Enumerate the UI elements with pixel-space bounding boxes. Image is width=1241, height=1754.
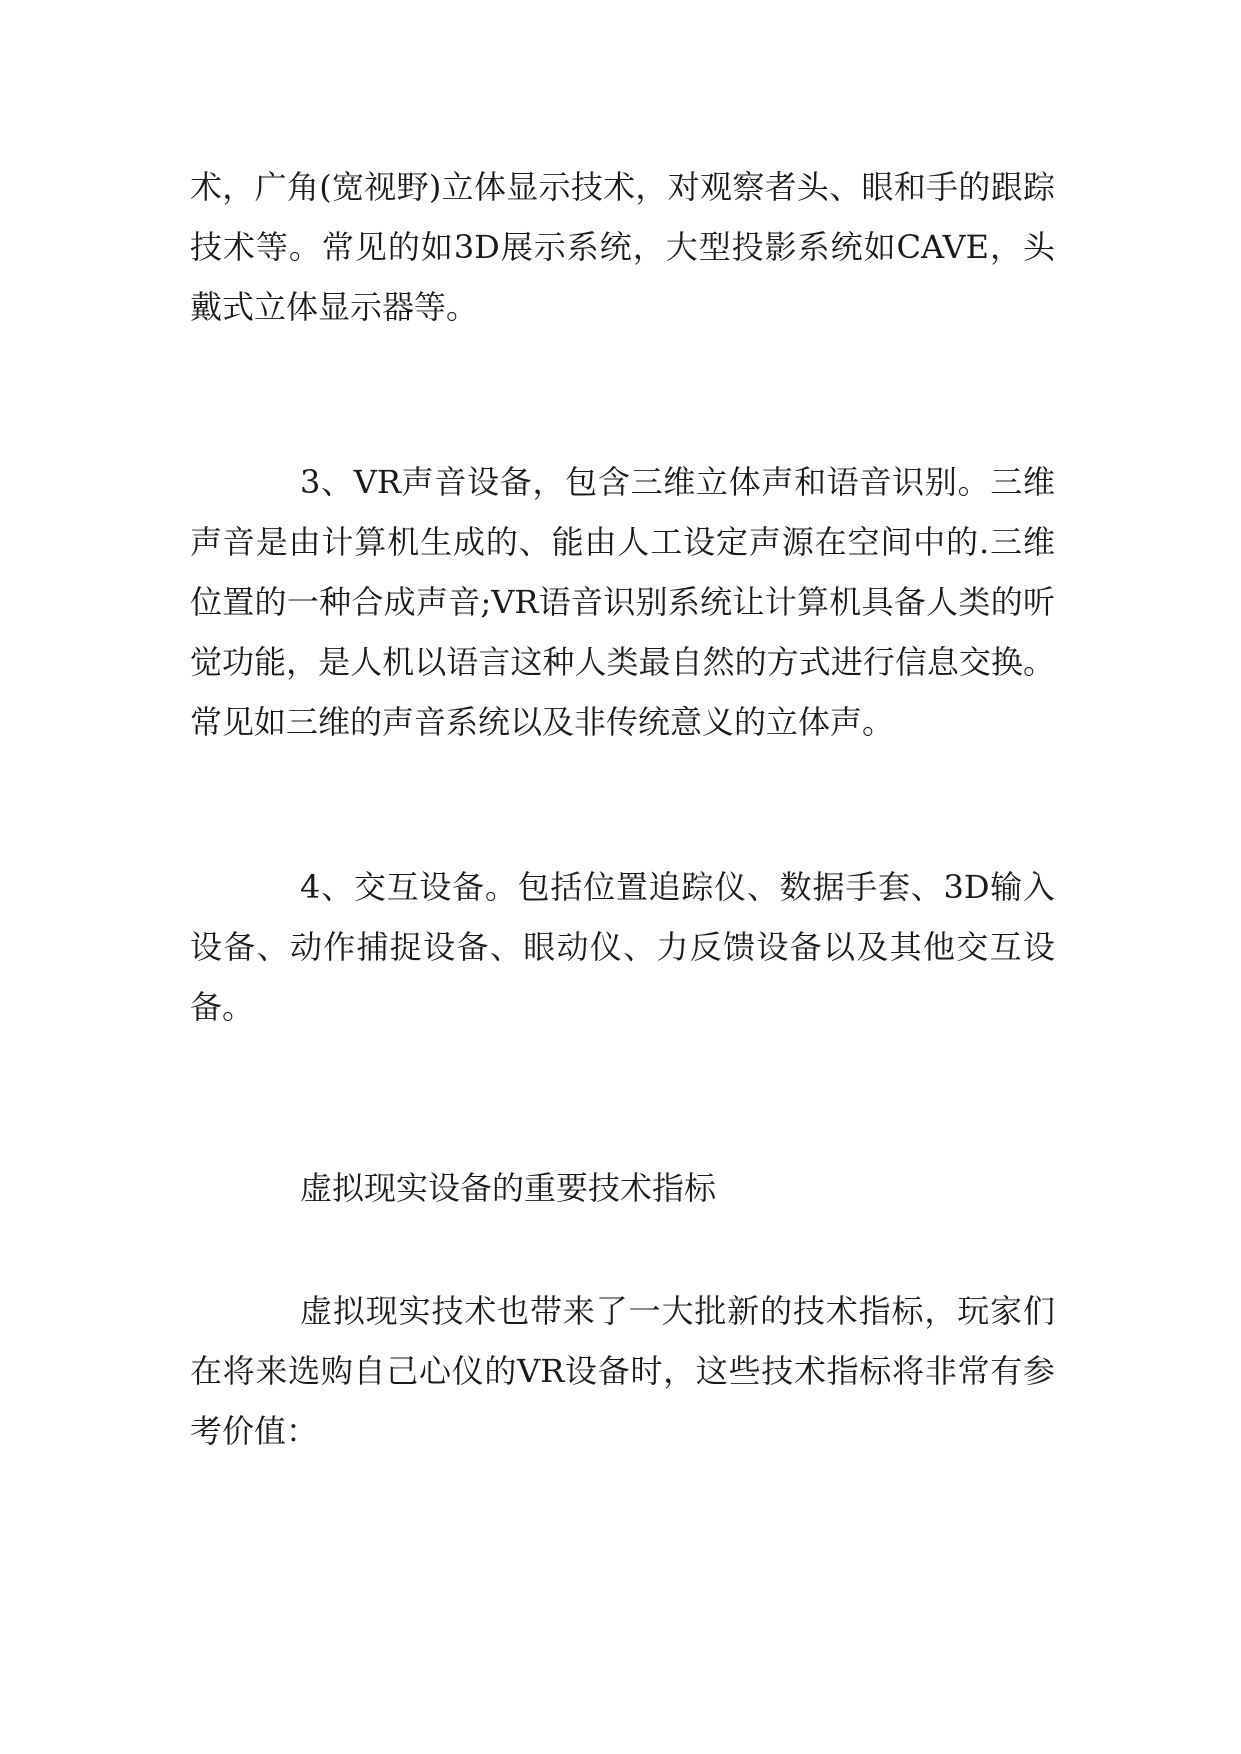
section-heading: 虚拟现实设备的重要技术指标 (300, 1169, 717, 1207)
paragraph-sound-devices: 3、VR声音设备，包含三维立体声和语音识别。三维声音是由计算机生成的、能由人工设定声源在空间中的.三维位置的一种合成声音;VR语音识别系统让计算机具备人类的听觉功能，是人机以语言这种人类最自然的方式进行信息交换。常见如三维的声音系统以及非传统意义的立体声。 (190, 463, 1055, 741)
paragraph-interaction-devices: 4、交互设备。包括位置追踪仪、数据手套、3D输入设备、动作捕捉设备、眼动仪、力反馈设备以及其他交互设备。 (190, 868, 1055, 1026)
paragraph-tech-indicators: 虚拟现实技术也带来了一大批新的技术指标，玩家们在将来选购自己心仪的VR设备时，这些技术指标将非常有参考价值： (190, 1292, 1055, 1450)
paragraph-display-tech: 术，广角(宽视野)立体显示技术，对观察者头、眼和手的跟踪技术等。常见的如3D展示系统，大型投影系统如CAVE，头戴式立体显示器等。 (190, 168, 1055, 326)
